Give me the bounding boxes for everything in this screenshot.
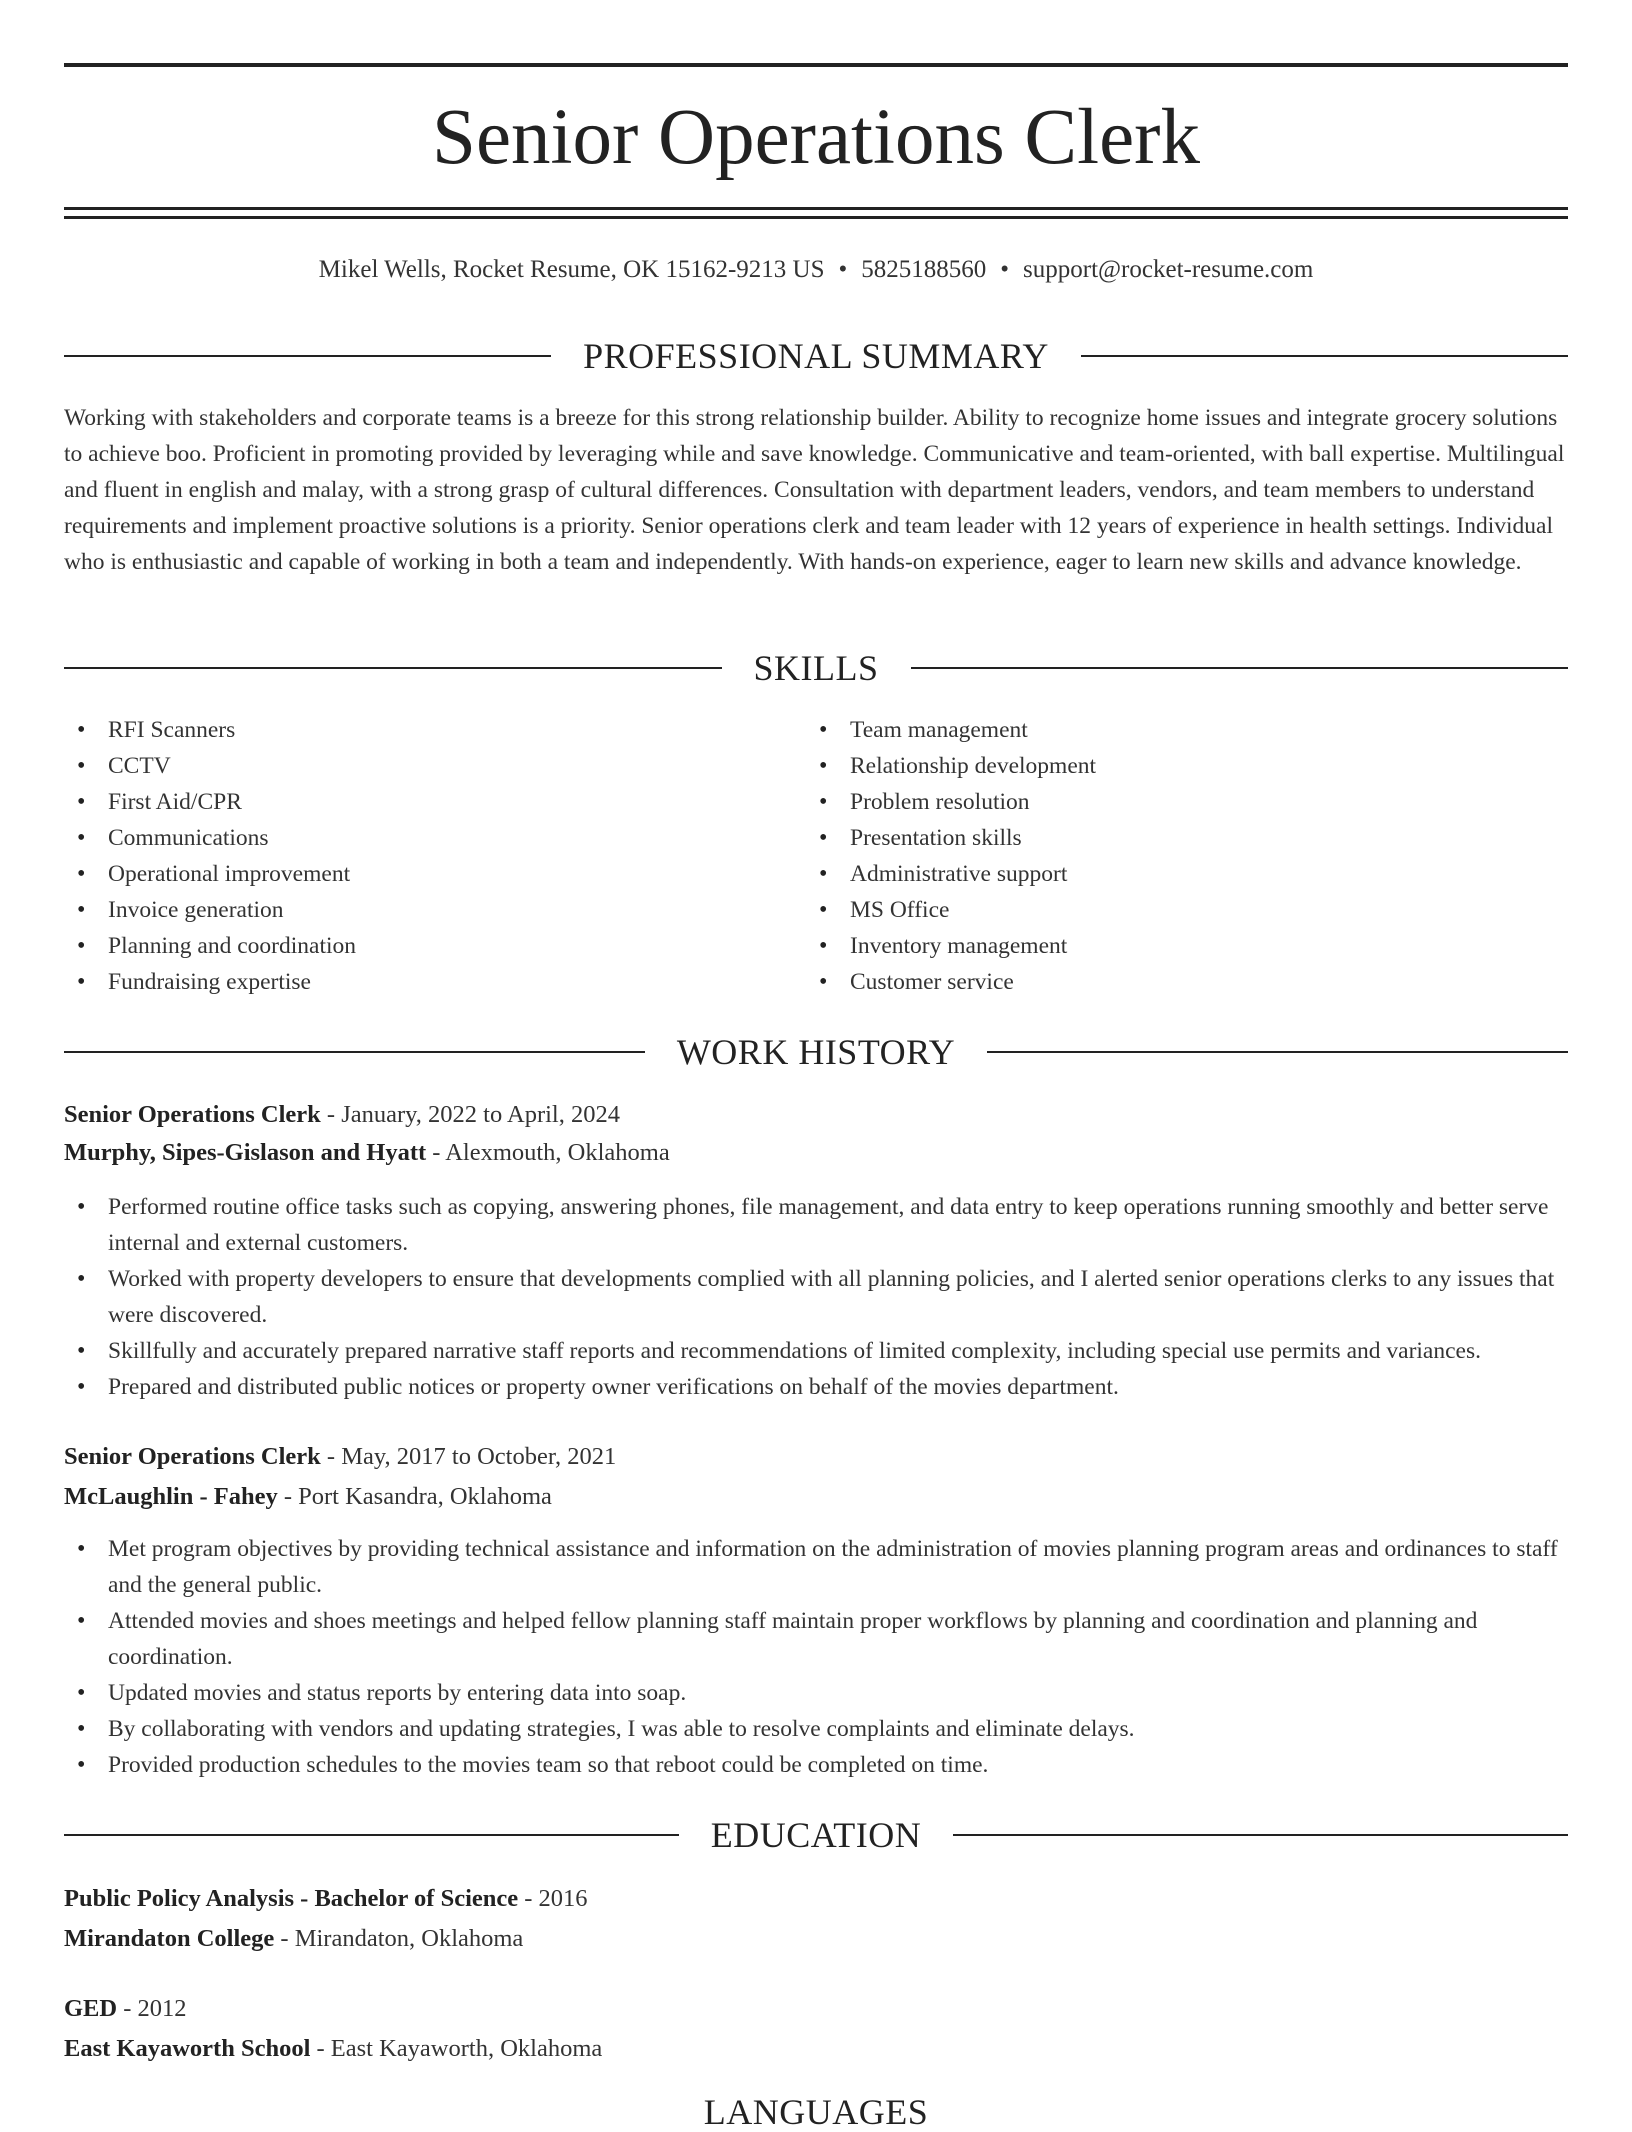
skill-item: • Inventory management: [806, 928, 1506, 964]
contact-line: [64, 252, 1568, 288]
school-line: [64, 1920, 1568, 1958]
school: Mirandaton College: [64, 1925, 275, 1952]
skill-item: • Presentation skills: [806, 820, 1506, 856]
job-bullet: • By collaborating with vendors and updating strategies, I was able to resolve complaints and eliminate delays.: [64, 1711, 1568, 1747]
degree-line: [64, 1880, 1568, 1918]
skill-item: • Fundraising expertise: [64, 964, 764, 1000]
skills-list-left: [64, 712, 764, 1000]
job-title-line: [64, 1096, 1568, 1134]
job-bullet: • Performed routine office tasks such as copying, answering phones, file management, and data entry to keep operations running smoothly and better serve internal and external customers.: [64, 1189, 1568, 1261]
skill-item: • CCTV: [64, 748, 764, 784]
job-company: McLaughlin - Fahey: [64, 1483, 278, 1510]
heading-rule: [953, 1834, 1568, 1836]
heading-rule: [64, 1834, 679, 1836]
contact-separator: •: [1000, 256, 1010, 283]
title-rule-lower: [64, 216, 1568, 219]
skill-item: • First Aid/CPR: [64, 784, 764, 820]
job-bullet: • Updated movies and status reports by entering data into soap.: [64, 1675, 1568, 1711]
skill-item: • Problem resolution: [806, 784, 1506, 820]
school-location: - Mirandaton, Oklahoma: [274, 1925, 524, 1952]
job-bullet: • Prepared and distributed public notices or property owner verifications on behalf of the movies department.: [64, 1369, 1568, 1405]
skill-item: • Invoice generation: [64, 892, 764, 928]
skill-item: • Administrative support: [806, 856, 1506, 892]
skill-item: • Relationship development: [806, 748, 1506, 784]
skill-item: • Planning and coordination: [64, 928, 764, 964]
job-bullets: [64, 1531, 1568, 1783]
heading-rule: [1081, 355, 1568, 357]
job-company-line: [64, 1134, 1568, 1172]
school-location: - East Kayaworth, Oklahoma: [310, 2035, 603, 2062]
education-heading: [64, 1815, 1568, 1855]
job-dates: - January, 2022 to April, 2024: [320, 1101, 620, 1128]
job-location: - Alexmouth, Oklahoma: [426, 1139, 670, 1166]
job-bullet: • Skillfully and accurately prepared narrative staff reports and recommendations of limited complexity, including special use permits and variances.: [64, 1333, 1568, 1369]
summary-heading-text: PROFESSIONAL SUMMARY: [583, 336, 1049, 376]
work-heading-text: WORK HISTORY: [676, 1032, 956, 1072]
degree-year: - 2012: [117, 1995, 187, 2022]
skills-heading: [64, 648, 1568, 688]
resume-title: Senior Operations Clerk: [432, 94, 1200, 181]
education-heading-text: EDUCATION: [710, 1815, 922, 1855]
heading-rule: [64, 1051, 645, 1053]
contact-email: support@rocket-resume.com: [1023, 256, 1314, 283]
job-location: - Port Kasandra, Oklahoma: [277, 1483, 552, 1510]
job-title-line: [64, 1438, 1568, 1476]
job-role: Senior Operations Clerk: [64, 1443, 321, 1470]
job-bullet: • Worked with property developers to ensure that developments complied with all planning policies, and I alerted senior operations clerks to any issues that were discovered.: [64, 1261, 1568, 1333]
degree: GED: [64, 1995, 118, 2022]
job-bullet: • Attended movies and shoes meetings and helped fellow planning staff maintain proper workflows by planning and coordination and planning and coordination.: [64, 1603, 1568, 1675]
skill-item: • RFI Scanners: [64, 712, 764, 748]
job-dates: - May, 2017 to October, 2021: [320, 1443, 617, 1470]
job-company: Murphy, Sipes-Gislason and Hyatt: [64, 1139, 427, 1166]
degree-line: [64, 1990, 1568, 2028]
job-bullet: • Provided production schedules to the movies team so that reboot could be completed on time.: [64, 1747, 1568, 1783]
top-rule: [64, 63, 1568, 67]
contact-separator: •: [838, 256, 848, 283]
skills-heading-text: SKILLS: [753, 648, 879, 688]
job-role: Senior Operations Clerk: [64, 1101, 321, 1128]
heading-rule: [911, 667, 1569, 669]
heading-rule: [64, 355, 551, 357]
job-bullets: [64, 1189, 1568, 1405]
school-line: [64, 2030, 1568, 2068]
languages-heading-text: LANGUAGES: [703, 2092, 929, 2132]
skills-list-right: [806, 712, 1506, 1000]
job-company-line: [64, 1478, 1568, 1516]
skill-item: • Team management: [806, 712, 1506, 748]
contact-phone: 5825188560: [861, 256, 987, 283]
degree: Public Policy Analysis - Bachelor of Science: [64, 1885, 519, 1912]
skill-item: • MS Office: [806, 892, 1506, 928]
summary-text: Working with stakeholders and corporate teams is a breeze for this strong relationship builder. Ability to recognize home issues and integrate grocery solutions to achieve boo. Proficient in promoting provided by leveraging while and save knowledge. Communicative and team-oriented, with ball expertise. Multilingual and fluent in english and malay, with a strong grasp of cultural differences. Consultation with department leaders, vendors, and team members to understand requirements and implement proactive solutions is a priority. Senior operations clerk and team leader with 12 years of experience in health settings. Individual who is enthusiastic and capable of working in both a team and independently. With hands-on experience, eager to learn new skills and advance knowledge.: [64, 405, 1565, 575]
heading-rule: [987, 1051, 1568, 1053]
title-rule-upper: [64, 207, 1568, 210]
skill-item: • Customer service: [806, 964, 1506, 1000]
summary-heading: [64, 336, 1568, 376]
job-bullet: • Met program objectives by providing technical assistance and information on the administration of movies planning program areas and ordinances to staff and the general public.: [64, 1531, 1568, 1603]
skill-item: • Communications: [64, 820, 764, 856]
contact-address: Mikel Wells, Rocket Resume, OK 15162-9213 US: [318, 256, 825, 283]
heading-rule: [64, 667, 722, 669]
skill-item: • Operational improvement: [64, 856, 764, 892]
school: East Kayaworth School: [64, 2035, 311, 2062]
work-heading: [64, 1032, 1568, 1072]
degree-year: - 2016: [518, 1885, 588, 1912]
